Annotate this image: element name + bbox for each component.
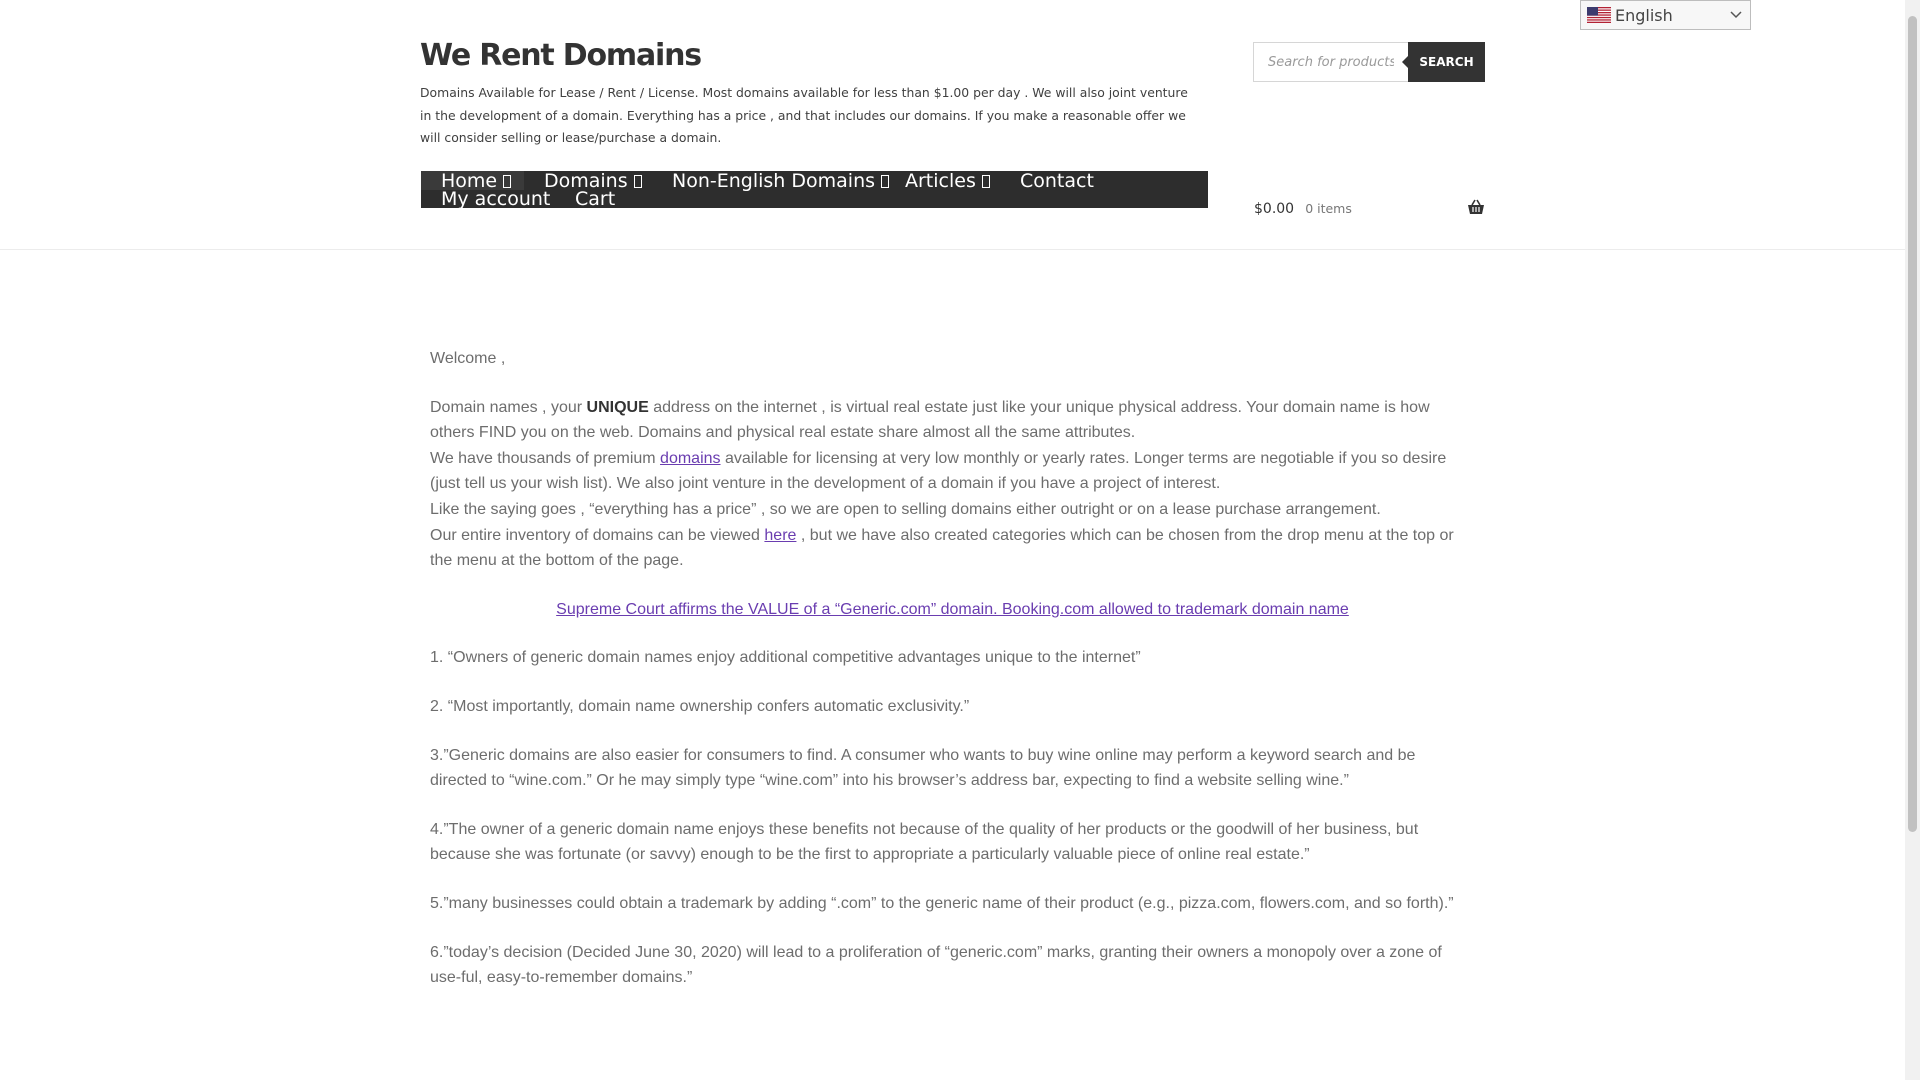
quote-1: 1. “Owners of generic domain names enjoy additional competitive advantages unique to the internet” (430, 649, 1141, 667)
search-input[interactable] (1253, 42, 1408, 82)
saying-paragraph: Like the saying goes , “everything has a price” , so we are open to selling domains either outright or on a lease purchase arrangement. (430, 500, 1381, 518)
intro-paragraph (430, 395, 1475, 446)
nav-item-label: Domains (544, 170, 628, 192)
site-header (0, 0, 1905, 250)
text-segment: , but we have also created categories which can be chosen from the drop menu at the top or the menu at the bottom of the page. (430, 526, 1454, 570)
quote-2: 2. “Most importantly, domain name ownership confers automatic exclusivity.” (430, 697, 970, 715)
inventory-here-link[interactable]: here (764, 526, 797, 544)
site-title[interactable]: We Rent Domains (420, 38, 701, 73)
product-search-form (1253, 42, 1485, 82)
site-tagline: Domains Available for Lease / Rent / License. Most domains available for less than $1.00 per day . We will also joint venture in the development of a domain. Everything has a price , and that includes our domains. If you make a reasonable offer we will consider selling or lease/purchase a domain. (420, 85, 1188, 145)
basket-icon (1467, 199, 1485, 215)
nav-item-contact[interactable] (1020, 171, 1094, 191)
nav-item-non-english-domains[interactable] (672, 171, 889, 191)
quote-3: 3.”Generic domains are also easier for consumers to find. A consumer who wants to buy wine online may perform a keyword search and be directed to “wine.com.” Or he may simply type “wine.com” into his browser’s address bar, expecting to find a website selling wine.” (430, 746, 1416, 790)
dropdown-indicator-icon (982, 175, 990, 188)
vertical-scrollbar[interactable] (1905, 0, 1920, 1080)
dropdown-indicator-icon (634, 175, 642, 188)
nav-item-my-account[interactable] (441, 189, 550, 209)
text-segment: available for licensing at very low monthly or yearly rates. Longer terms are negotiable if you so desire (just tell us your wish list). We also joint venture in the development of a domain if you have a project of interest. (430, 449, 1447, 493)
nav-item-label: Contact (1020, 170, 1094, 192)
welcome-text: Welcome , (430, 350, 506, 367)
domains-link[interactable]: domains (660, 449, 721, 467)
main-content (430, 346, 1475, 1014)
quote-6: 6.”today’s decision (Decided June 30, 2020) will lead to a proliferation of “generic.com” marks, granting their owners a monopoly over a zone of use-ful, easy-to-remember domains.” (430, 943, 1442, 987)
text-segment: We have thousands of premium (430, 449, 661, 467)
nav-item-label: Non-English Domains (672, 170, 876, 192)
text-segment: Domain names , your (430, 398, 587, 416)
cart-amount: $0.00 (1254, 201, 1295, 217)
dropdown-indicator-icon (881, 175, 889, 188)
header-cart[interactable] (1254, 198, 1485, 222)
nav-item-label: My account (441, 188, 551, 210)
nav-item-label: Home (441, 170, 498, 192)
nav-item-label: Articles (905, 170, 976, 192)
supreme-court-article-link[interactable]: Supreme Court affirms the VALUE of a “Generic.com” domain. Booking.com allowed to trademark domain name (556, 600, 1349, 618)
court-link-paragraph (430, 597, 1475, 623)
dropdown-indicator-icon (503, 175, 511, 188)
text-segment: address on the internet , is virtual real estate just like your unique physical address. Your domain name is how others FIND you on the web. Domains and physical real estate share almost all the same attributes. (430, 398, 1430, 442)
inventory-paragraph (430, 523, 1475, 574)
language-label: English (1615, 5, 1673, 25)
primary-navigation (421, 171, 1208, 208)
quote-5: 5.”many businesses could obtain a trademark by adding “.com” to the generic name of their product (e.g., pizza.com, flowers.com, and so forth).” (430, 894, 1454, 912)
nav-item-cart[interactable] (575, 189, 615, 209)
text-segment: Our entire inventory of domains can be viewed (430, 526, 765, 544)
quote-4: 4.”The owner of a generic domain name enjoys these benefits not because of the quality of her products or the goodwill of her business, but because she was fortunate (or savvy) enough to be the first to appropriate a particularly valuable piece of online real estate.” (430, 820, 1419, 864)
emphasis-unique: UNIQUE (586, 398, 649, 416)
nav-item-articles[interactable] (905, 171, 990, 191)
scrollbar-thumb[interactable] (1908, 16, 1917, 832)
nav-item-label: Cart (575, 188, 616, 210)
cart-item-count: 0 items (1305, 201, 1352, 216)
search-button[interactable]: SEARCH (1408, 42, 1485, 82)
licensing-paragraph (430, 446, 1475, 497)
